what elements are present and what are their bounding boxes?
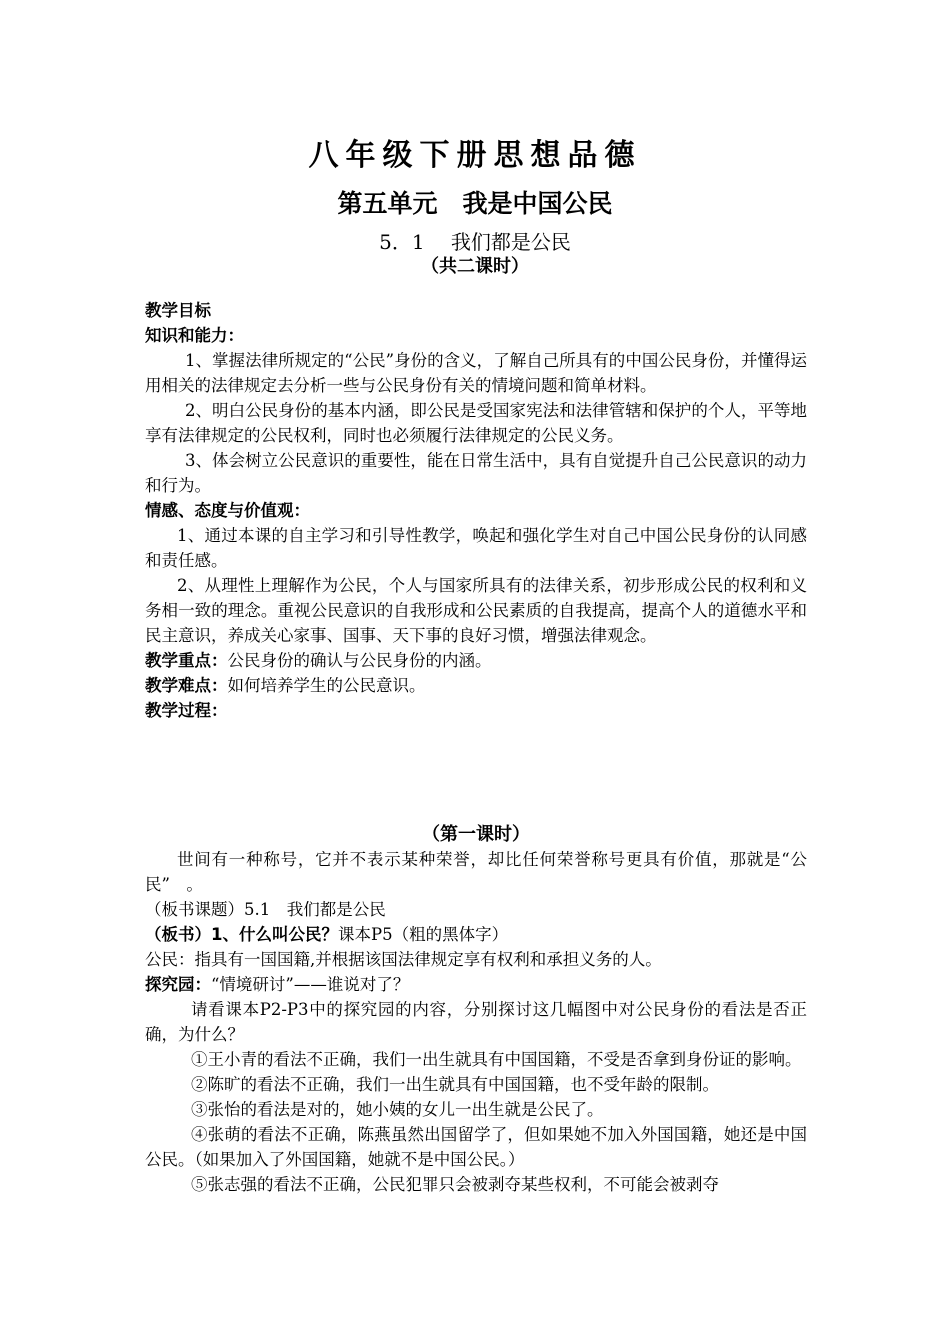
attitude-item-2: 2、从理性上理解作为公民，个人与国家所具有的法律关系，初步形成公民的权利和义务相一致的理念。重视公民意识的自我形成和公民素质的自我提高，提高个人的道德水平和民主意识，养成关心家事、国事、天下事的良好习惯，增强法律观念。 [145,576,807,645]
board-question-bold: （板书）1、什么叫公民？ [145,925,338,944]
lesson-title: 5．1 我们都是公民 [379,230,571,254]
lesson-intro: 世间有一种称号，它并不表示某种荣誉，却比任何荣誉称号更具有价值，那就是“公民” 。 [145,850,807,894]
key-point [145,648,807,673]
answer-item-2: ②陈旷的看法不正确，我们一出生就具有中国国籍，也不受年龄的限制。 [191,1075,719,1094]
answer-item-4: ④张萌的看法不正确，陈燕虽然出国留学了，但如果她不加入外国国籍，她还是中国公民。（如果加入了外国国籍，她就不是中国公民。） [145,1125,807,1169]
attitude-heading: 情感、态度与价值观： [145,501,310,520]
lesson-one-section [145,822,807,1197]
attitude-item-1: 1、通过本课的自主学习和引导性教学，唤起和强化学生对自己中国公民身份的认同感和责任感。 [145,526,807,570]
board-question-rest: 课本P5（粗的黑体字） [337,925,509,944]
answer-item-3: ③张怡的看法是对的，她小姨的女儿一出生就是公民了。 [191,1100,604,1119]
explore-line [145,972,807,997]
teaching-goals-section [145,298,807,723]
explore-instruction: 请看课本P2-P3中的探究园的内容，分别探讨这几幅图中对公民身份的看法是否正确，为什么？ [145,1000,807,1044]
key-point-text: 公民身份的确认与公民身份的内涵。 [227,651,492,670]
knowledge-item-3: 3、体会树立公民意识的重要性，能在日常生活中，具有自觉提升自己公民意识的动力和行为。 [145,451,807,495]
lesson-one-heading: （第一课时） [422,824,530,845]
document-title: 八年级下册思想品德 [308,138,642,173]
period-count: （共二课时） [421,256,529,277]
key-point-label: 教学重点： [145,651,228,670]
teaching-goals-heading: 教学目标 [145,301,211,320]
answer-item-5: ⑤张志强的看法不正确，公民犯罪只会被剥夺某些权利，不可能会被剥夺 [191,1175,719,1194]
explore-label: 探究园： [145,975,211,994]
citizen-definition: 公民：指具有一国国籍,并根据该国法律规定享有权利和承担义务的人。 [145,950,662,969]
knowledge-item-2: 2、明白公民身份的基本内涵，即公民是受国家宪法和法律管辖和保护的个人，平等地享有法律规定的公民权利，同时也必须履行法律规定的公民义务。 [145,401,807,445]
board-title: （板书课题）5.1 我们都是公民 [145,900,386,919]
answer-item-1: ①王小青的看法不正确，我们一出生就具有中国国籍，不受是否拿到身份证的影响。 [191,1050,802,1069]
unit-title: 第五单元 我是中国公民 [337,189,613,218]
knowledge-item-1: 1、掌握法律所规定的“公民”身份的含义，了解自己所具有的中国公民身份，并懂得运用相关的法律规定去分析一些与公民身份有关的情境问题和简单材料。 [145,351,807,395]
difficulty-text: 如何培养学生的公民意识。 [227,676,426,695]
board-question [145,922,807,947]
difficulty-point [145,673,807,698]
knowledge-heading: 知识和能力： [145,326,244,345]
process-heading: 教学过程： [145,701,228,720]
difficulty-label: 教学难点： [145,676,228,695]
explore-text: “情境研讨”——谁说对了？ [211,975,410,994]
